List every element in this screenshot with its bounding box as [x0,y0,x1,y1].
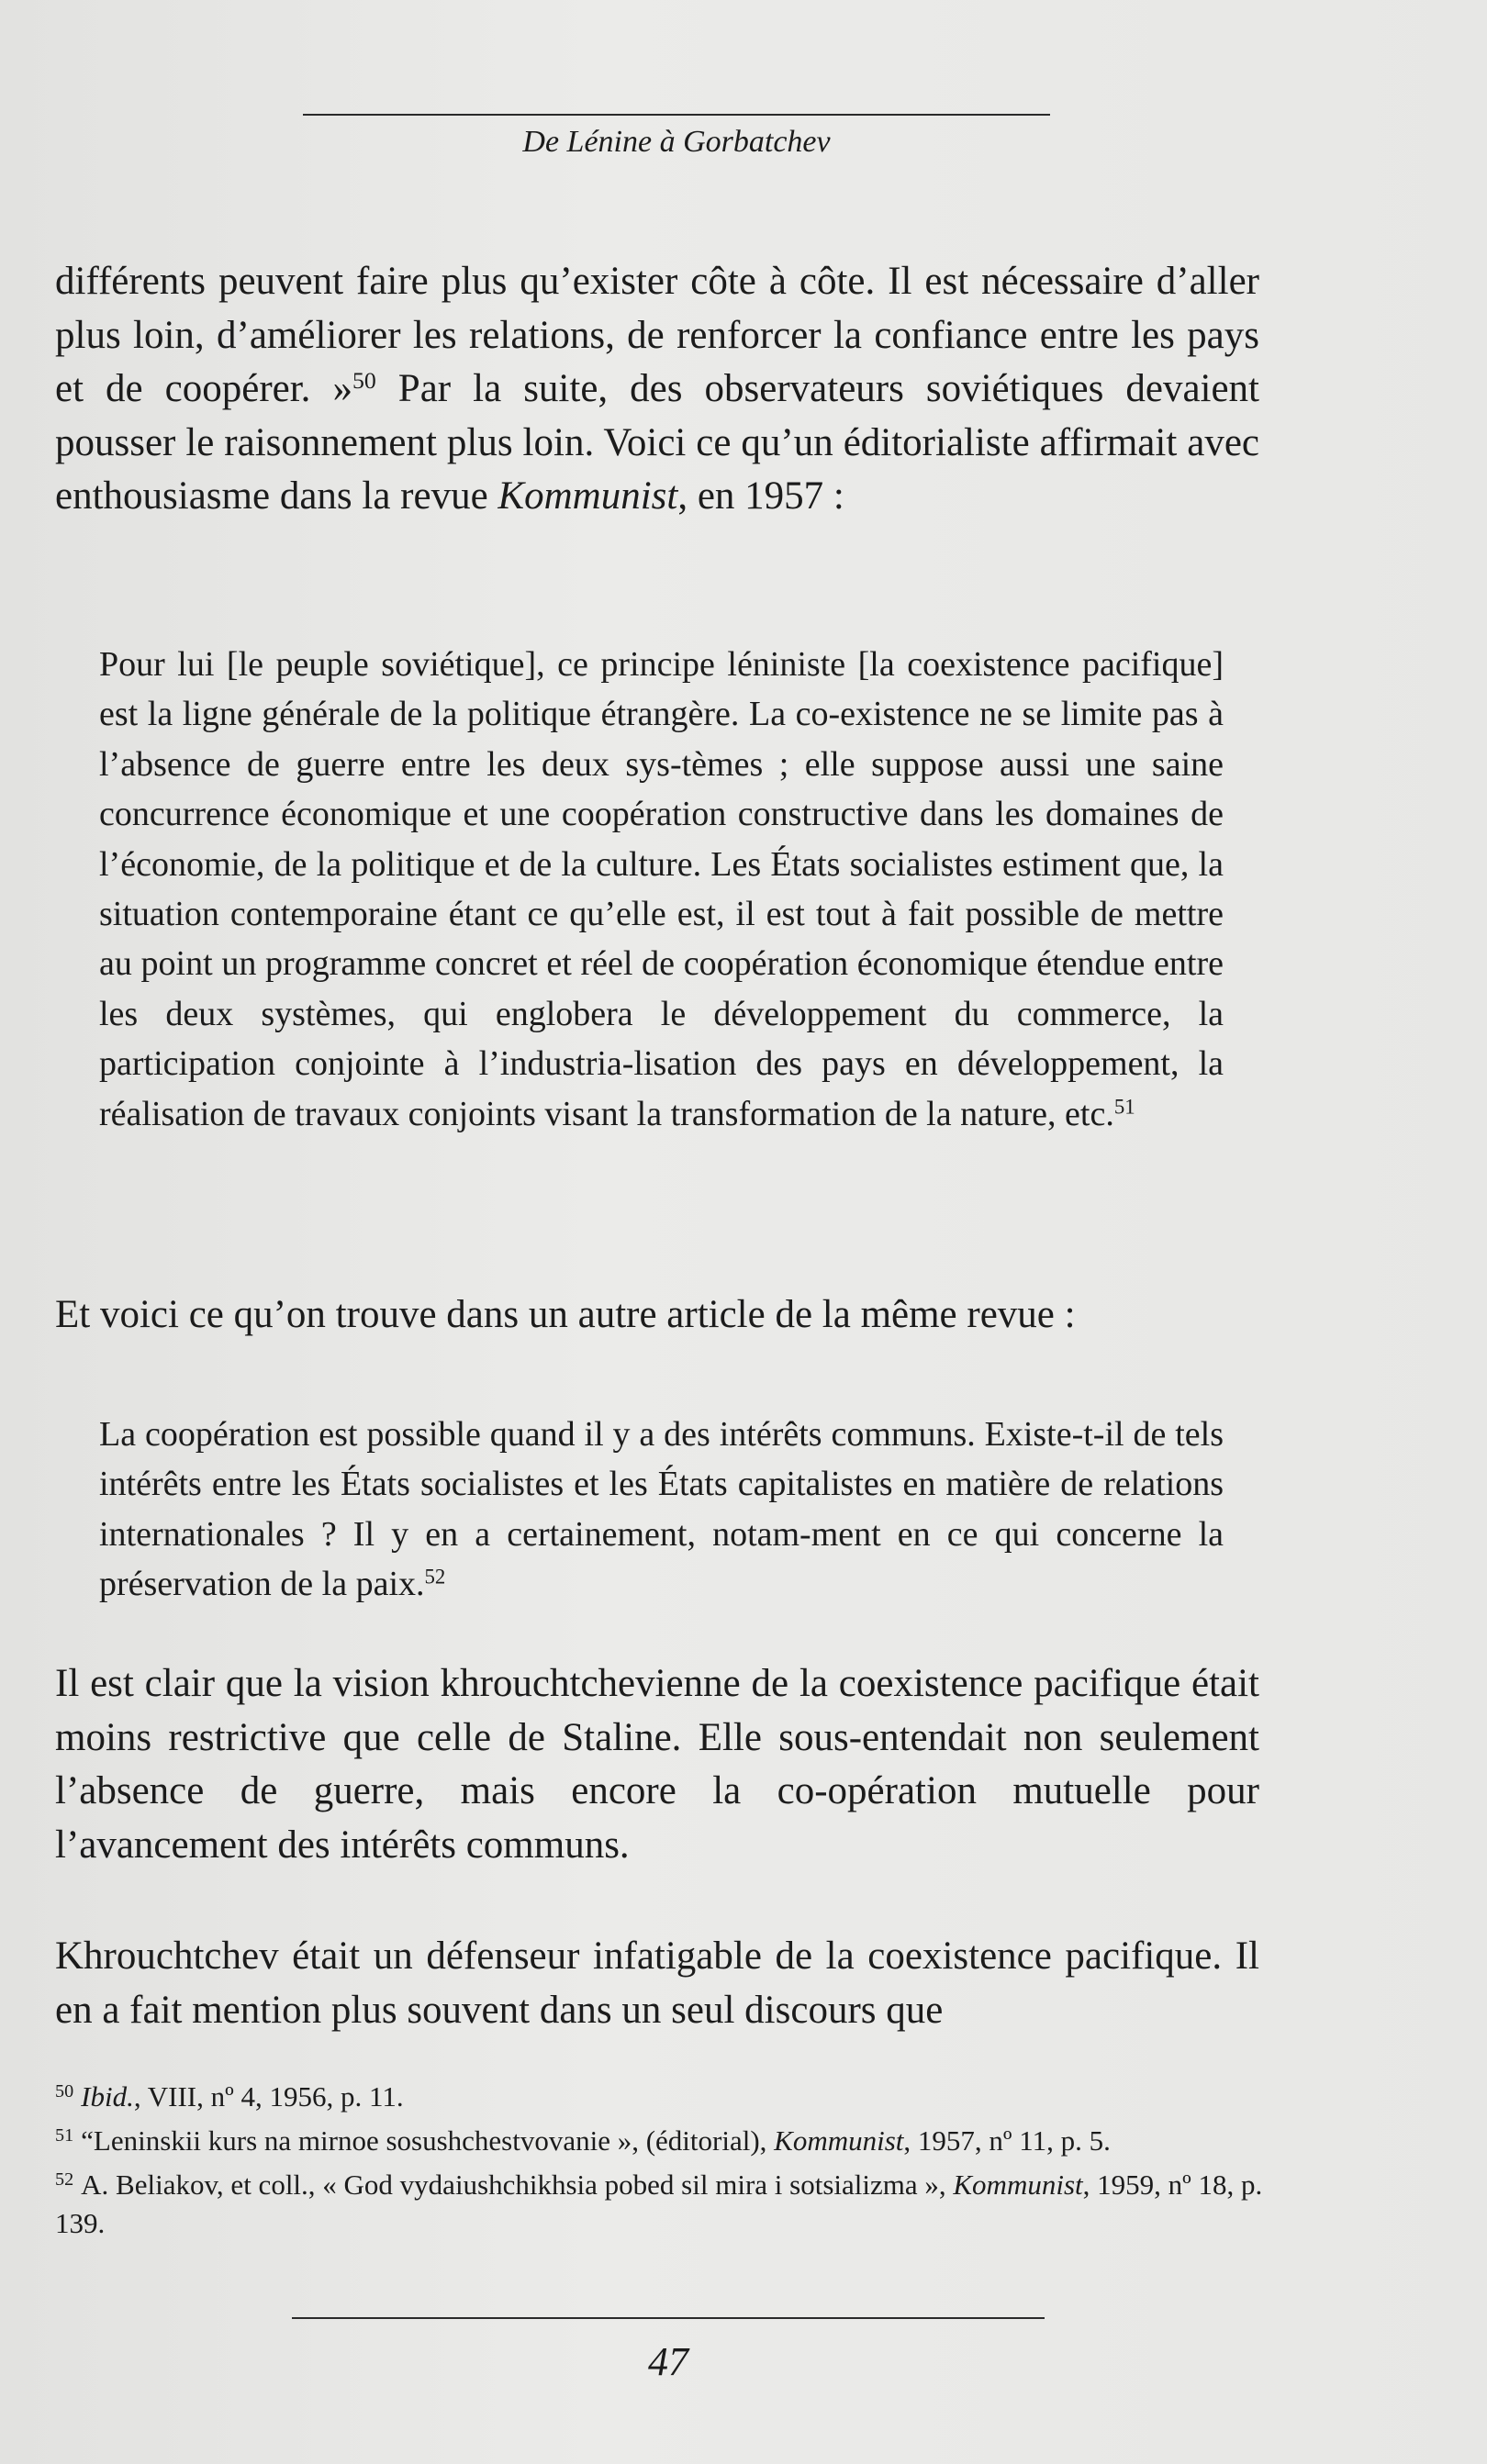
paragraph-1-text: différents peuvent faire plus qu’exister côte à côte. Il est nécessaire d’aller plus loin, d’améliorer les relations, de renforcer la confiance entre les pays et de coopérer. » [55,260,1259,410]
paragraph-1-end: , en 1957 : [677,474,844,518]
header-rule [303,114,1050,116]
paragraph-1-text-after-note: Par la suite, des observateurs soviétiques devaient pousser le raisonnement plus loin. Voici ce qu’un éditorialiste affirmait avec enthousiasme dans la revue [55,367,1260,518]
paragraph-4-text: Khrouchtchev était un défenseur infatigable de la coexistence pacifique. Il en a fait mention plus souvent dans un seul discours que [55,1934,1259,2032]
note-ref-50: 50 [352,366,376,394]
footer-rule [292,2317,1045,2319]
paragraph-3 [55,1657,1259,1872]
block-quote-1 [99,640,1224,1139]
block-quote-1-text: Pour lui [le peuple soviétique], ce principe léniniste [la coexistence pacifique] est la ligne générale de la politique étrangère. La co-existence ne se limite pas à l’absence de guerre entre les deux sys-tèmes ; elle suppose aussi une saine concurrence économique et une coopération constructive dans les domaines de l’économie, de la politique et de la culture. Les États socialistes estiment que, la situation contemporaine étant ce qu’elle est, il est tout à fait possible de mettre au point un programme concret et réel de coopération économique étendue entre les deux systèmes, qui englobera le développement du commerce, la participation conjointe à l’industria-lisation des pays en développement, la réalisation de travaux conjoints visant la transformation de la nature, etc. [99,645,1224,1133]
block-quote-2 [99,1410,1224,1610]
paragraph-2-text: Et voici ce qu’on trouve dans un autre article de la même revue : [55,1293,1076,1336]
block-quote-2-text: La coopération est possible quand il y a des intérêts communs. Existe-t-il de tels intérêts entre les États socialistes et les États capitalistes en matière de relations internationales ? Il y en a certainement, notam-ment en ce qui concerne la préservation de la paix. [99,1415,1224,1604]
paragraph-4 [55,1930,1259,2037]
note-ref-52: 52 [424,1565,446,1589]
footnotes [55,2072,1267,2243]
paragraph-2 [55,1288,1259,1343]
paragraph-1 [55,255,1259,524]
running-head: De Lénine à Gorbatchev [522,125,831,159]
journal-title: Kommunist [498,474,678,518]
page-number: 47 [648,2339,688,2384]
footnote-50: $^{50}$ Ibid., VIII, nº 4, 1956, p. 11. [55,2080,404,2113]
footnote-51: $^{51}$ “Leninskii kurs na mirnoe sosushchestvovanie », (éditorial), Kommunist, 1957, nº 11, p. 5. [55,2124,1111,2157]
paragraph-3-text: Il est clair que la vision khrouchtchevienne de la coexistence pacifique était moins restrictive que celle de Staline. Elle sous-entendait non seulement l’absence de guerre, mais encore la co-opération mutuelle pour l’avancement des intérêts communs. [55,1662,1259,1867]
note-ref-51: 51 [1113,1095,1135,1119]
footnote-52: $^{52}$ A. Beliakov, et coll., « God vydaiushchikhsia pobed sil mira i sotsializma », Kommunist, 1959, nº 18, p. 139. [55,2169,1263,2240]
